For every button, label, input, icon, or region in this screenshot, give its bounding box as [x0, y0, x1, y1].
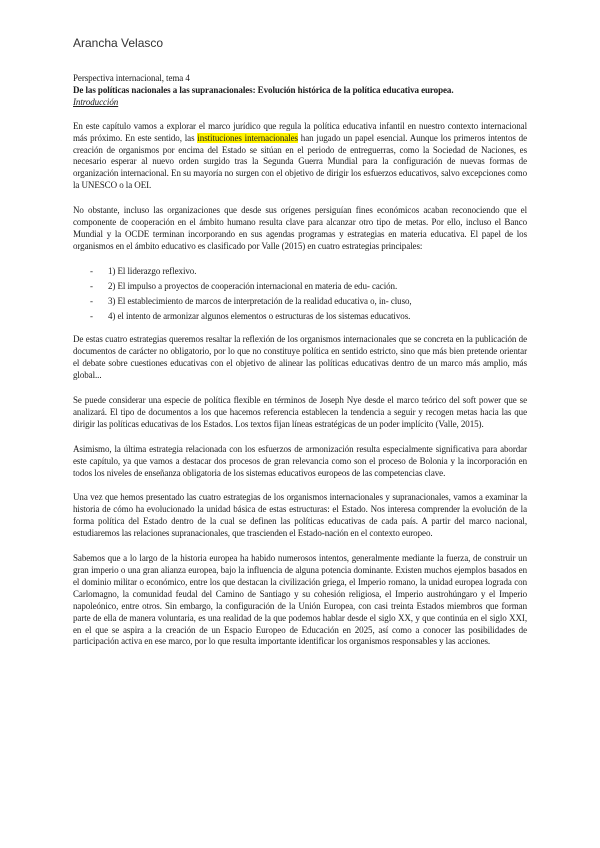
author-name: Arancha Velasco — [73, 36, 164, 50]
section-heading: Introducción — [73, 96, 119, 107]
paragraph-3: De estas cuatro estrategias queremos resaltar la reflexión de los organismos internacionales que se concreta en la publicación de documentos de carácter no obligatorio, por lo que no constituye política en sentido estricto, sino que más bien pretende orientar el debate sobre cuestiones educativas con el objetivo de alinear las políticas educativas dentro de un marco más amplio, más global... — [73, 334, 527, 381]
paragraph-2: No obstante, incluso las organizaciones que desde sus orígenes persiguían fines económicos acaban reconociendo que el componente de cooperación en el ámbito humano resulta clave para alcanzar otro tipo de metas. Por ello, incluso el Banco Mundial y la OCDE terminan incorporando en sus agendas programas y estrategias en materia educativa. El papel de los organismos en el ámbito educativo es clasificado por Valle (2015) en cuatro estrategias principales: — [73, 205, 527, 251]
paragraph-1-text-end: han jugado un papel esencial. Aunque los primeros intentos de creación de organismos por encima del Estado se sitúan en el periodo de entreguerras, como la Sociedad de Naciones, es necesario esperar al nuevo orden surgido tras la Segunda Guerra Mundial para la configuración de nuevas formas de organización internacional. En su mayoría no surgen con el objetivo de dirigir los esfuerzos educativos, salvo excepciones como la UNESCO o la OEI. — [73, 132, 528, 191]
paragraph-1-text-start: En este capítulo vamos a explorar el marco jurídico que regula la política educativa infantil en nuestro contexto internacional más próximo. En este sentido, las — [73, 120, 527, 143]
list-item: - 1) El liderazgo reflexivo. — [108, 266, 527, 278]
list-item: - 4) el intento de armonizar algunos elementos o estructuras de los sistemas educativos. — [108, 311, 527, 323]
paragraph-4: Se puede considerar una especie de política flexible en términos de Joseph Nye desde el marco teórico del soft power que se analizará. El tipo de documentos a los que hacemos referencia establecen la tendencia a seguir y recogen metas hacia las que dirigir las políticas educativas de los Estados. Los textos fijan líneas estratégicas de un poder implícito (Valle, 2015). — [73, 395, 527, 429]
paragraph-7: Sabemos que a lo largo de la historia europea ha habido numerosos intentos, generalmente mediante la fuerza, de construir un gran imperio o una gran alianza europea, bajo la influencia de alguna potencia dominante. Existen muchos ejemplos basados en el dominio militar o económico, entre los que destacan la civilización griega, el Imperio romano, la unidad europea lograda con Carlomagno, la comunidad feudal del Camino de Santiago y su cohesión religiosa, el Imperio austrohúngaro y el Imperio napoleónico, entre otros. Sin embargo, la configuración de la Unión Europea, con casi treinta Estados miembros que forman parte de ella de manera voluntaria, es una realidad de la que podemos hablar desde el siglo XX, y que continúa en el siglo XXI, en el que se aspira a la creación de un Espacio Europeo de Educación en 2025, así como a conocer las posibilidades de participación activa en ese marco, por lo que resulta importante identificar los organismos responsables y las acciones. — [73, 553, 527, 647]
paragraph-5: Asimismo, la última estrategia relacionada con los esfuerzos de armonización resulta especialmente significativa para abordar este capítulo, ya que vamos a destacar dos procesos de gran relevancia como son el proceso de Bolonia y la incorporación en todos los niveles de enseñanza obligatoria de los sistemas educativos europeos de las competencias clave. — [73, 443, 527, 478]
highlighted-phrase: instituciones internacionales — [197, 132, 298, 143]
list-item: - 3) El establecimiento de marcos de interpretación de la realidad educativa o, in- cluso, — [108, 296, 527, 308]
strategies-list — [73, 266, 527, 323]
list-item: - 2) El impulso a proyectos de cooperación internacional en materia de edu- cación. — [108, 281, 527, 293]
paragraph-6: Una vez que hemos presentado las cuatro estrategias de los organismos internacionales y supranacionales, vamos a examinar la historia de cómo ha evolucionado la unidad básica de estas estructuras: el Estado. Nos interesa comprender la evolución de la forma política del Estado dentro de la cual se definen las políticas educativas de cada país. A partir del marco nacional, estudiaremos las relaciones supranacionales, que trascienden el Estado-nación en el contexto europeo. — [73, 492, 527, 539]
document-body — [73, 73, 527, 661]
paragraph-1 — [73, 121, 527, 192]
chapter-title: De las políticas nacionales a las supranacionales: Evolución histórica de la política educativa europea. — [73, 84, 454, 95]
subject-line: Perspectiva internacional, tema 4 — [73, 73, 190, 83]
